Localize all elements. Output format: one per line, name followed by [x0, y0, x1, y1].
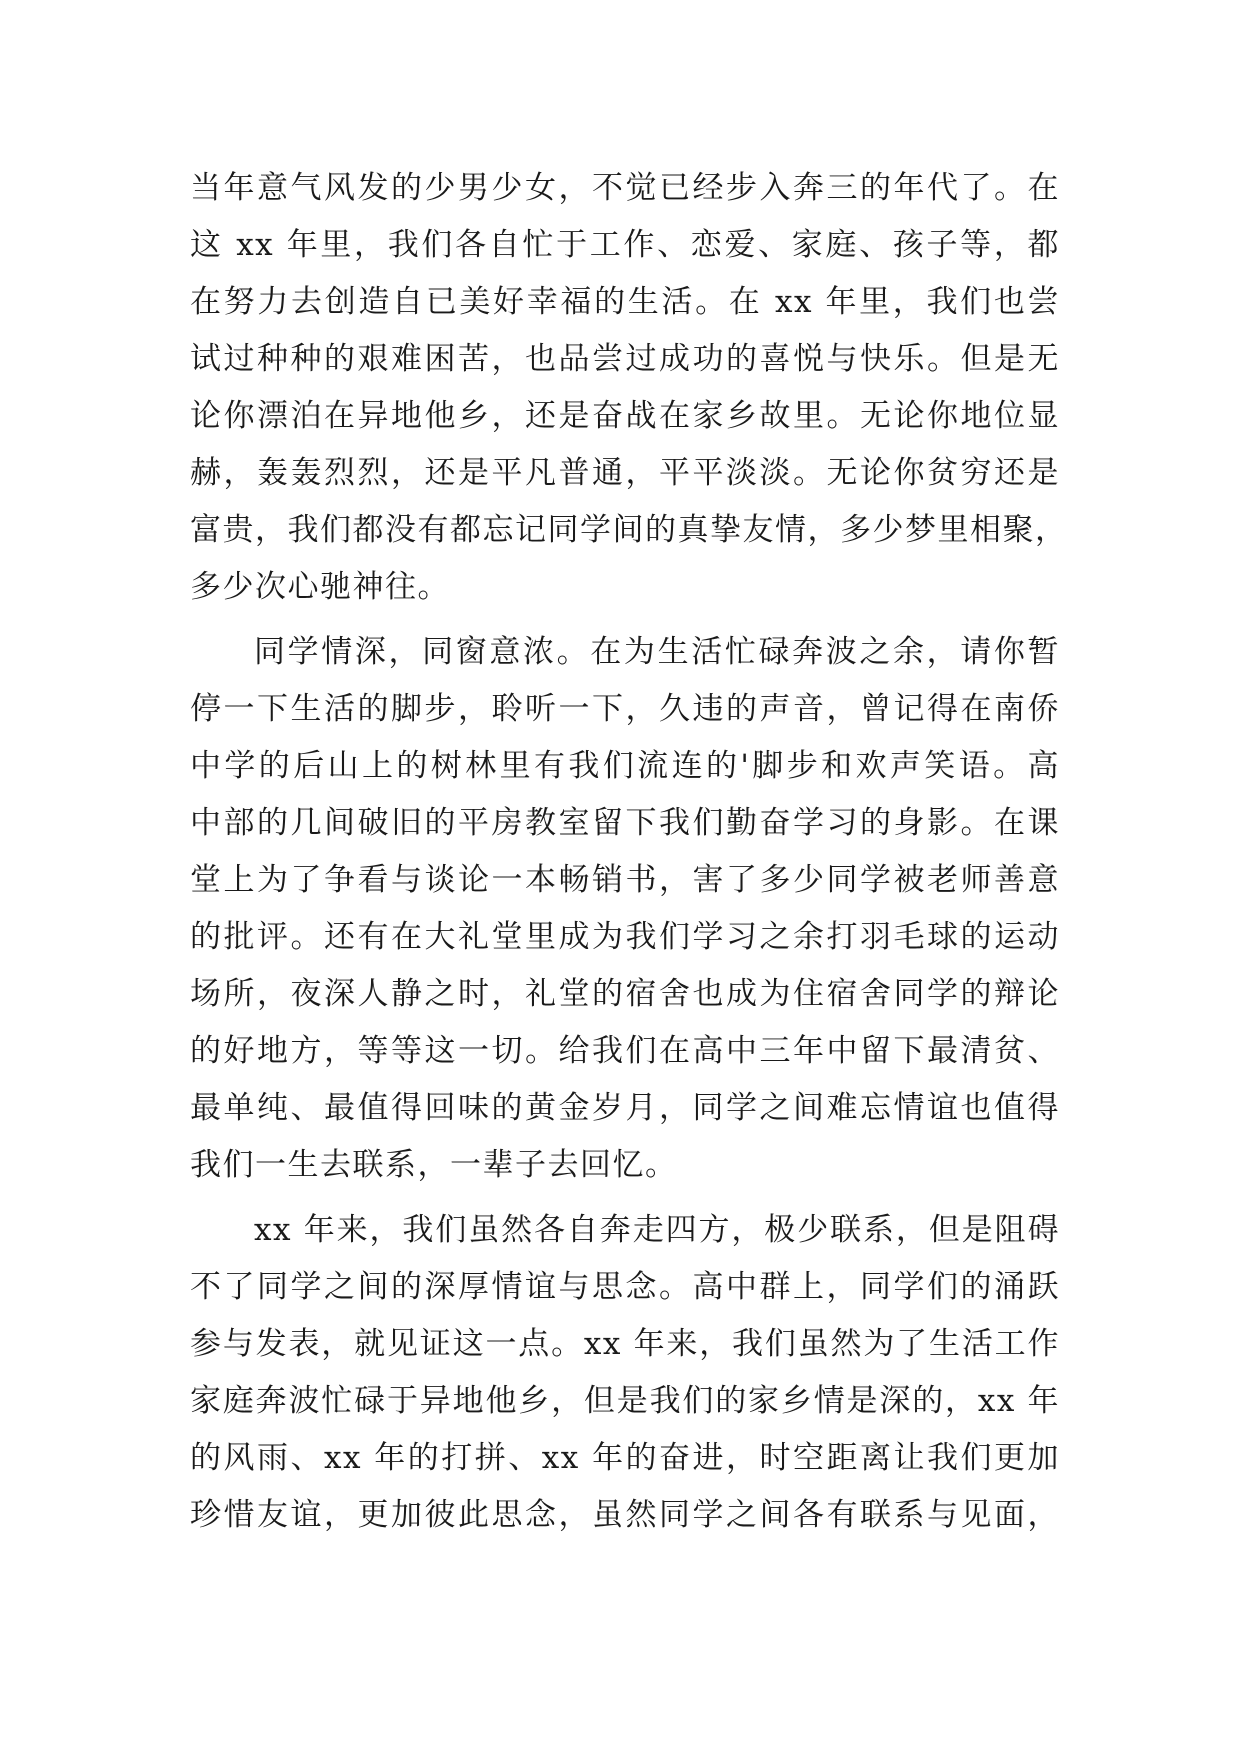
paragraph-2-line-9: 最单纯、最值得回味的黄金岁月，同学之间难忘情谊也值得 — [190, 1090, 1060, 1126]
paragraph-gap — [190, 616, 1060, 624]
paragraph-2-line-2: 停一下生活的脚步，聆听一下，久违的声音，曾记得在南侨 — [190, 691, 1060, 727]
paragraph-1-line-8: 多少次心驰神往。 — [190, 569, 450, 605]
paragraph-1-line-3: 在努力去创造自已美好幸福的生活。在 xx 年里，我们也尝 — [190, 284, 1060, 320]
paragraph-1-line-2: 这 xx 年里，我们各自忙于工作、恋爱、家庭、孩子等，都 — [190, 227, 1060, 263]
paragraph-1-line-7: 富贵，我们都没有都忘记同学间的真挚友情，多少梦里相聚， — [190, 512, 1068, 548]
paragraph-2-line-1: 同学情深，同窗意浓。在为生活忙碌奔波之余，请你暂 — [254, 634, 1060, 670]
paragraph-3-line-3: 参与发表，就见证这一点。xx 年来，我们虽然为了生活工作 — [190, 1326, 1060, 1362]
paragraph-2-line-10: 我们一生去联系，一辈子去回忆。 — [190, 1147, 678, 1183]
paragraph-2-line-8: 的好地方，等等这一切。给我们在高中三年中留下最清贫、 — [190, 1033, 1060, 1069]
paragraph-2-line-6: 的批评。还有在大礼堂里成为我们学习之余打羽毛球的运动 — [190, 919, 1060, 955]
body-text — [190, 160, 1068, 1544]
paragraph-1-line-5: 论你漂泊在异地他乡，还是奋战在家乡故里。无论你地位显 — [190, 398, 1060, 434]
paragraph-3-line-5: 的风雨、xx 年的打拼、xx 年的奋进，时空距离让我们更加 — [190, 1440, 1060, 1476]
paragraph-2-line-5: 堂上为了争看与谈论一本畅销书，害了多少同学被老师善意 — [190, 862, 1060, 898]
paragraph-3-line-2: 不了同学之间的深厚情谊与思念。高中群上，同学们的涌跃 — [190, 1269, 1060, 1305]
paragraph-1-line-4: 试过种种的艰难困苦，也品尝过成功的喜悦与快乐。但是无 — [190, 341, 1060, 377]
paragraph-3-line-1: xx 年来，我们虽然各自奔走四方，极少联系，但是阻碍 — [254, 1212, 1060, 1248]
paragraph-2-line-3: 中学的后山上的树林里有我们流连的'脚步和欢声笑语。高 — [190, 748, 1060, 784]
paragraph-3-line-4: 家庭奔波忙碌于异地他乡，但是我们的家乡情是深的，xx 年 — [190, 1383, 1060, 1419]
paragraph-1-line-6: 赫，轰轰烈烈，还是平凡普通，平平淡淡。无论你贫穷还是 — [190, 455, 1060, 491]
paragraph-2-line-7: 场所，夜深人静之时，礼堂的宿舍也成为住宿舍同学的辩论 — [190, 976, 1060, 1012]
paragraph-2-line-4: 中部的几间破旧的平房教室留下我们勤奋学习的身影。在课 — [190, 805, 1060, 841]
paragraph-3-line-6: 珍惜友谊，更加彼此思念，虽然同学之间各有联系与见面， — [190, 1497, 1060, 1533]
paragraph-1-line-1: 当年意气风发的少男少女，不觉已经步入奔三的年代了。在 — [190, 170, 1060, 206]
paragraph-gap — [190, 1194, 1060, 1202]
